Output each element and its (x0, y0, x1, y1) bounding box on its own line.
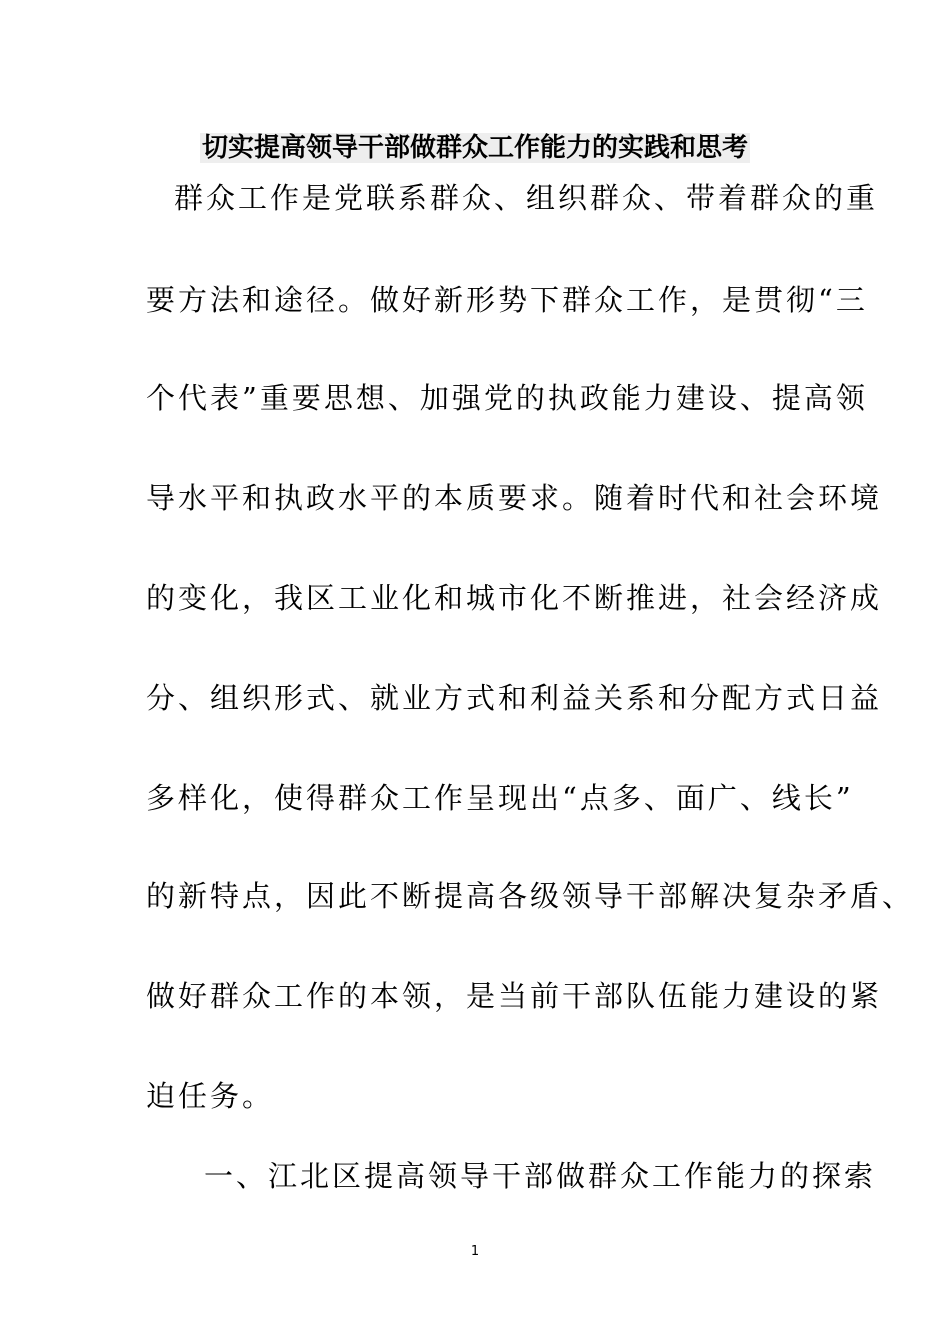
paragraph-line: 分、组织形式、就业方式和利益关系和分配方式日益 (146, 681, 883, 715)
paragraph-line: 要方法和途径。做好新形势下群众工作，是贯彻“三 (146, 283, 868, 317)
paragraph-line: 迫任务。 (146, 1079, 275, 1113)
paragraph-line: 多样化，使得群众工作呈现出“点多、面广、线长” (146, 781, 854, 815)
document-title (0, 130, 950, 166)
paragraph-line: 做好群众工作的本领，是当前干部队伍能力建设的紧 (146, 979, 883, 1013)
paragraph-line: 的变化，我区工业化和城市化不断推进，社会经济成 (146, 581, 883, 615)
document-title-text: 切实提高领导干部做群众工作能力的实践和思考 (201, 133, 748, 163)
paragraph-line: 群众工作是党联系群众、组织群众、带着群众的重 (174, 181, 879, 215)
paragraph-line: 的新特点，因此不断提高各级领导干部解决复杂矛盾、 (146, 879, 915, 913)
section-heading: 一、江北区提高领导干部做群众工作能力的探索 (204, 1159, 877, 1193)
paragraph-line: 个代表”重要思想、加强党的执政能力建设、提高领 (146, 381, 868, 415)
page-number: 1 (470, 1244, 480, 1259)
paragraph-line: 导水平和执政水平的本质要求。随着时代和社会环境 (146, 481, 883, 515)
